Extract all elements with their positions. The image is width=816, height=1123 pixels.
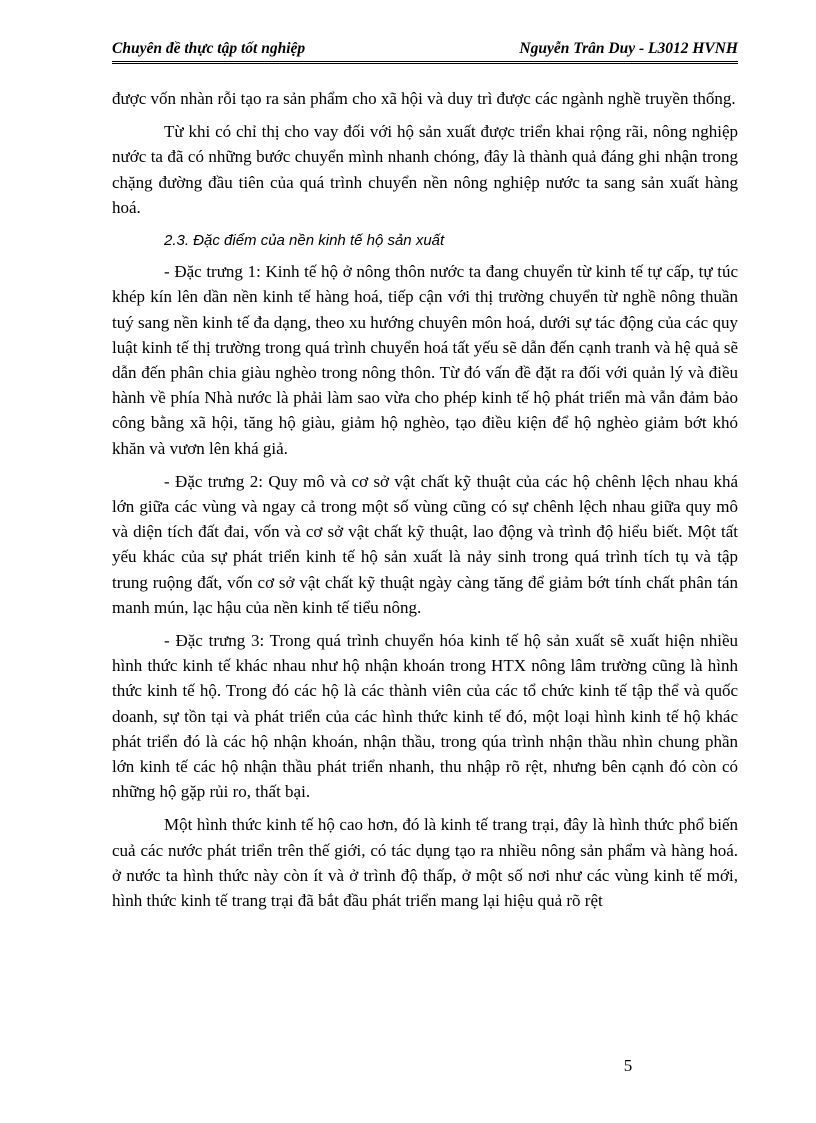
page-number: 5 — [623, 1056, 633, 1075]
paragraph: Từ khi có chỉ thị cho vay đối với hộ sản xuất được triển khai rộng rãi, nông nghiệp nước ta đã có những bước chuyển mình nhanh chóng, đây là thành quả đáng ghi nhận trong chặng đường đầu tiên của quá trình chuyển nền nông nghiệp nước ta sang sản xuất hàng hoá. — [112, 122, 738, 217]
paragraph: - Đặc trưng 2: Quy mô và cơ sở vật chất kỹ thuật của các hộ chênh lệch nhau khá lớn giữa các vùng và ngay cả trong một số vùng cũng có sự chênh lệch nhau giữa quy mô và diện tích đất đai, vốn và cơ sở vật chất kỹ thuật, lao động và trình độ hiểu biết. Một tất yếu khác của sự phát triển kinh tế hộ sản xuất là nảy sinh trong quá trình tích tụ và tập trung ruộng đất, vốn cơ sở vật chất kỹ thuật ngày càng tăng để giảm bớt tính chất phân tán manh mún, lạc hậu của nền kinh tế tiểu nông. — [112, 471, 738, 617]
paragraph: được vốn nhàn rỗi tạo ra sản phẩm cho xã hội và duy trì được các ngành nghề truyền thống. — [112, 89, 736, 108]
paragraph: - Đặc trưng 3: Trong quá trình chuyển hóa kinh tế hộ sản xuất sẽ xuất hiện nhiều hình thức kinh tế khác nhau như hộ nhận khoán trong HTX nông lâm trường cũng là hình thức kinh tế hộ. Trong đó các hộ là các thành viên của các tổ chức kinh tế tập thể và quốc doanh, sự tồn tại và phát triển của các hình thức kinh tế đó, một loại hình kinh tế hộ khác phát triển đó là các hộ nhận khoán, nhận thầu, trong qúa trình nhận thầu nhìn chung phần lớn kinh tế các hộ nhận thầu phát triển nhanh, thu nhập rõ rệt, nhưng bên cạnh đó còn có những hộ gặp rủi ro, thất bại. — [112, 631, 738, 802]
paragraph: Một hình thức kinh tế hộ cao hơn, đó là kinh tế trang trại, đây là hình thức phổ biến cuả các nước phát triển trên thế giới, có tác dụng tạo ra nhiều nông sản phẩm và hàng hoá. ở nước ta hình thức này còn ít và ở trình độ thấp, ở một số nơi như các vùng kinh tế mới, hình thức kinh tế trang trại đã bắt đầu phát triển mang lại hiệu quả rõ rệt — [112, 815, 738, 911]
header-author: Nguyễn Trân Duy - L3012 HVNH — [519, 40, 738, 57]
page-header — [112, 40, 738, 64]
paragraph: - Đặc trưng 1: Kinh tế hộ ở nông thôn nước ta đang chuyển từ kinh tế tự cấp, tự túc khép kín lên dần nền kinh tế hàng hoá, tiếp cận với thị trường chuyển từ nghề nông thuần tuý sang nền kinh tế đa dạng, theo xu hướng chuyên môn hoá, dưới sự tác động của các quy luật kinh tế thị trường trong quá trình chuyển hoá tất yếu sẽ dẫn đến cạnh tranh và hệ quả sẽ dẫn đến phân chia giàu nghèo trong nông thôn. Từ đó vấn đề đặt ra đối với quản lý và điều hành về phía Nhà nước là phải làm sao vừa cho phép kinh tế hộ phát triển mà vẫn đảm bảo công bằng xã hội, tăng hộ giàu, giảm hộ nghèo, tạo điều kiện để hộ nghèo giảm bớt khó khăn và vươn lên khá giả. — [112, 262, 738, 458]
section-heading: 2.3. Đặc điểm của nền kinh tế hộ sản xuất — [164, 232, 445, 250]
body-text — [112, 86, 738, 921]
header-left-title: Chuyên đề thực tập tốt nghiệp — [112, 40, 306, 57]
